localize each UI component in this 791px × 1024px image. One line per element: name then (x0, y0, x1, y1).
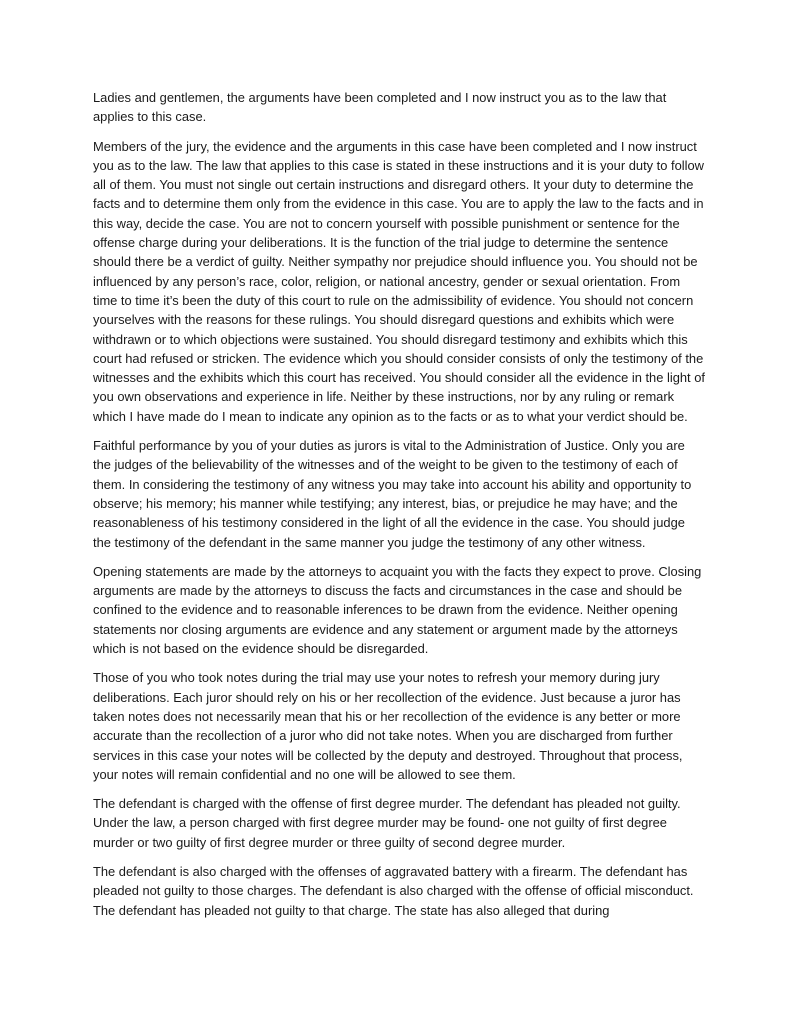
paragraph-instructions: Members of the jury, the evidence and the arguments in this case have been completed and I now instruct you as to the law. The law that applies to this case is stated in these instructions and it is your duty to follow all of them. You must not single out certain instructions and disregard others. It your duty to determine the facts and to determine them only from the evidence in this case. You are to apply the law to the facts and in this way, decide the case. You are not to concern yourself with possible punishment or sentence for the offense charge during your deliberations. It is the function of the trial judge to determine the sentence should there be a verdict of guilty. Neither sympathy nor prejudice should influence you. You should not be influenced by any person’s race, color, religion, or national ancestry, gender or sexual orientation. From time to time it’s been the duty of this court to rule on the admissibility of evidence. You should not concern yourselves with the reasons for these rulings. You should disregard questions and exhibits which were withdrawn or to which objections were sustained. You should disregard testimony and exhibits which this court had refused or stricken. The evidence which you should consider consists of only the testimony of the witnesses and the exhibits which this court has received. You should consider all the evidence in the light of you own observations and experience in life. Neither by these instructions, nor by any ruling or remark which I have made do I mean to indicate any opinion as to the facts or as to what your verdict should be. (93, 138, 705, 424)
paragraph-intro: Ladies and gentlemen, the arguments have been completed and I now instruct you as to the law that applies to this case. (93, 90, 667, 125)
paragraph-opening-closing: Opening statements are made by the attorneys to acquaint you with the facts they expect to prove. Closing arguments are made by the attorneys to discuss the facts and circumstances in the case and should be confined to the evidence and to reasonable inferences to be drawn from the evidence. Neither opening statements nor closing arguments are evidence and any statement or argument made by the attorneys which is not based on the evidence should be disregarded. (93, 563, 702, 657)
paragraph-murder-charge: The defendant is charged with the offense of first degree murder. The defendant has pleaded not guilty. Under the law, a person charged with first degree murder may be found- one not guilty of first degree murder or two guilty of first degree murder or three guilty of second degree murder. (93, 796, 681, 850)
paragraph-juror-notes: Those of you who took notes during the trial may use your notes to refresh your memory during jury deliberations. Each juror should rely on his or her recollection of the evidence. Just because a juror has taken notes does not necessarily mean that his or her recollection of the evidence is any better or more accurate than the recollection of a juror who did not take notes. When you are discharged from further services in this case your notes will be collected by the deputy and destroyed. Throughout that process, your notes will remain confidential and no one will be allowed to see them. (93, 670, 683, 782)
paragraph-additional-charges: The defendant is also charged with the offenses of aggravated battery with a firearm. The defendant has pleaded not guilty to those charges. The defendant is also charged with the offense of official misconduct. The defendant has pleaded not guilty to that charge. The state has also alleged that during (93, 863, 694, 918)
document-body (93, 88, 705, 930)
paragraph-witness-credibility: Faithful performance by you of your duties as jurors is vital to the Administration of Justice. Only you are the judges of the believability of the witnesses and of the weight to be given to the testimony of each of them. In considering the testimony of any witness you may take into account his ability and opportunity to observe; his memory; his manner while testifying; any interest, bias, or prejudice he may have; and the reasonableness of his testimony considered in the light of all the evidence in the case. You should judge the testimony of the defendant in the same manner you judge the testimony of any other witness. (93, 438, 692, 550)
